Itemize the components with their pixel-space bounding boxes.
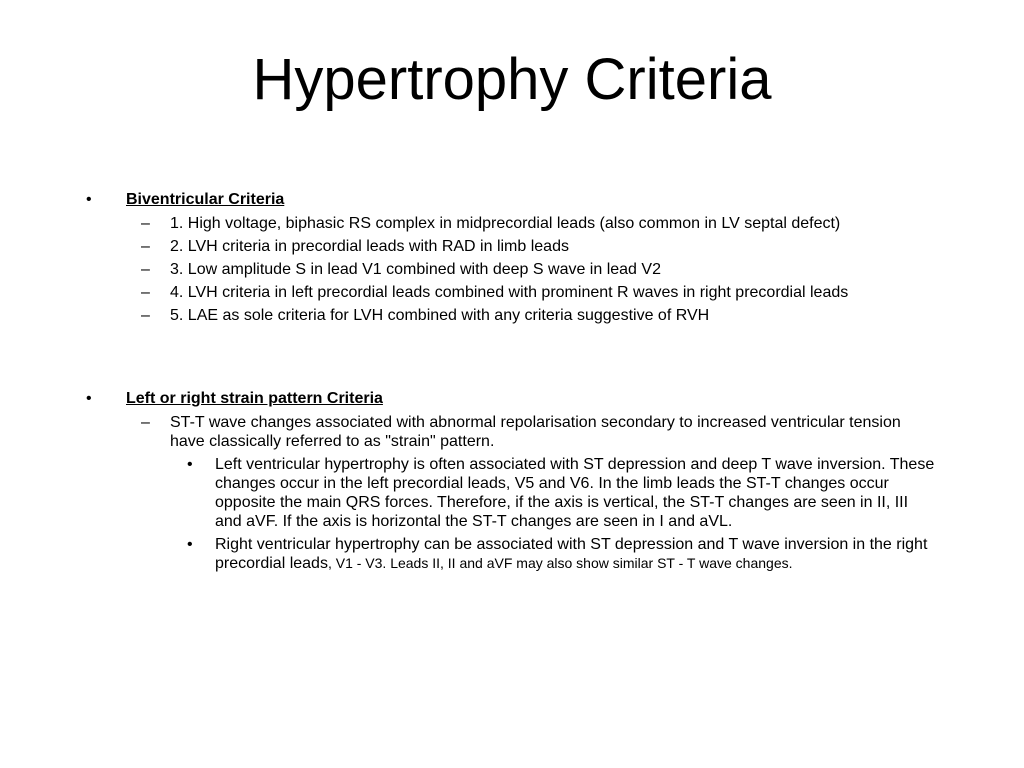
list-item [86, 260, 906, 279]
dash-icon: – [141, 261, 150, 278]
dash-icon: – [141, 215, 150, 232]
list-item-text: 1. High voltage, biphasic RS complex in midprecordial leads (also common in LV septal defect) [170, 215, 841, 232]
dash-icon: – [141, 307, 150, 324]
list-item [86, 237, 906, 256]
bullet-icon: • [86, 191, 92, 208]
list-item-text: 5. LAE as sole criteria for LVH combined with any criteria suggestive of RVH [170, 307, 710, 324]
dash-icon: – [141, 238, 150, 255]
dash-icon: – [141, 284, 150, 301]
list-item [86, 214, 906, 233]
sub-list-item-text: Left ventricular hypertrophy is often associated with ST depression and deep T wave inversion. These changes occur in the left precordial leads, V5 and V6. In the limb leads the ST-T changes occur opposite the main QRS forces. Therefore, if the axis is vertical, the ST-T changes are seen in II, III and aVF. If the axis is horizontal the ST-T changes are seen in I and aVL. [215, 456, 935, 530]
list-item-text: 3. Low amplitude S in lead V1 combined with deep S wave in lead V2 [170, 261, 661, 278]
slide-title: Hypertrophy Criteria [252, 47, 772, 112]
list-item-text: ST-T wave changes associated with abnormal repolarisation secondary to increased ventricular tension have classically referred to as "strain" pattern. [170, 414, 901, 450]
sub-list-item [86, 535, 937, 573]
section-strain-pattern [86, 388, 946, 409]
list-item [86, 413, 906, 451]
list-item-text: 2. LVH criteria in precordial leads with RAD in limb leads [170, 238, 569, 255]
section-heading: Biventricular Criteria [126, 191, 285, 208]
list-item [86, 306, 906, 325]
list-item-text: 4. LVH criteria in left precordial leads combined with prominent R waves in right precordial leads [170, 284, 849, 301]
section-heading: Left or right strain pattern Criteria [126, 390, 383, 407]
bullet-icon: • [86, 390, 92, 407]
section-biventricular [86, 189, 946, 210]
bullet-icon: • [187, 536, 193, 553]
sub-list-item [86, 455, 937, 531]
sub-list-item-text: Right ventricular hypertrophy can be associated with ST depression and T wave inversion in the right precordial leads [215, 536, 928, 572]
section-spacer [86, 325, 946, 388]
list-item [86, 283, 906, 302]
dash-icon: – [141, 414, 150, 431]
sub-list-item-text-small: , V1 - V3. Leads II, II and aVF may also show similar ST - T wave changes. [327, 555, 793, 571]
slide-body [86, 189, 946, 573]
bullet-icon: • [187, 456, 193, 473]
